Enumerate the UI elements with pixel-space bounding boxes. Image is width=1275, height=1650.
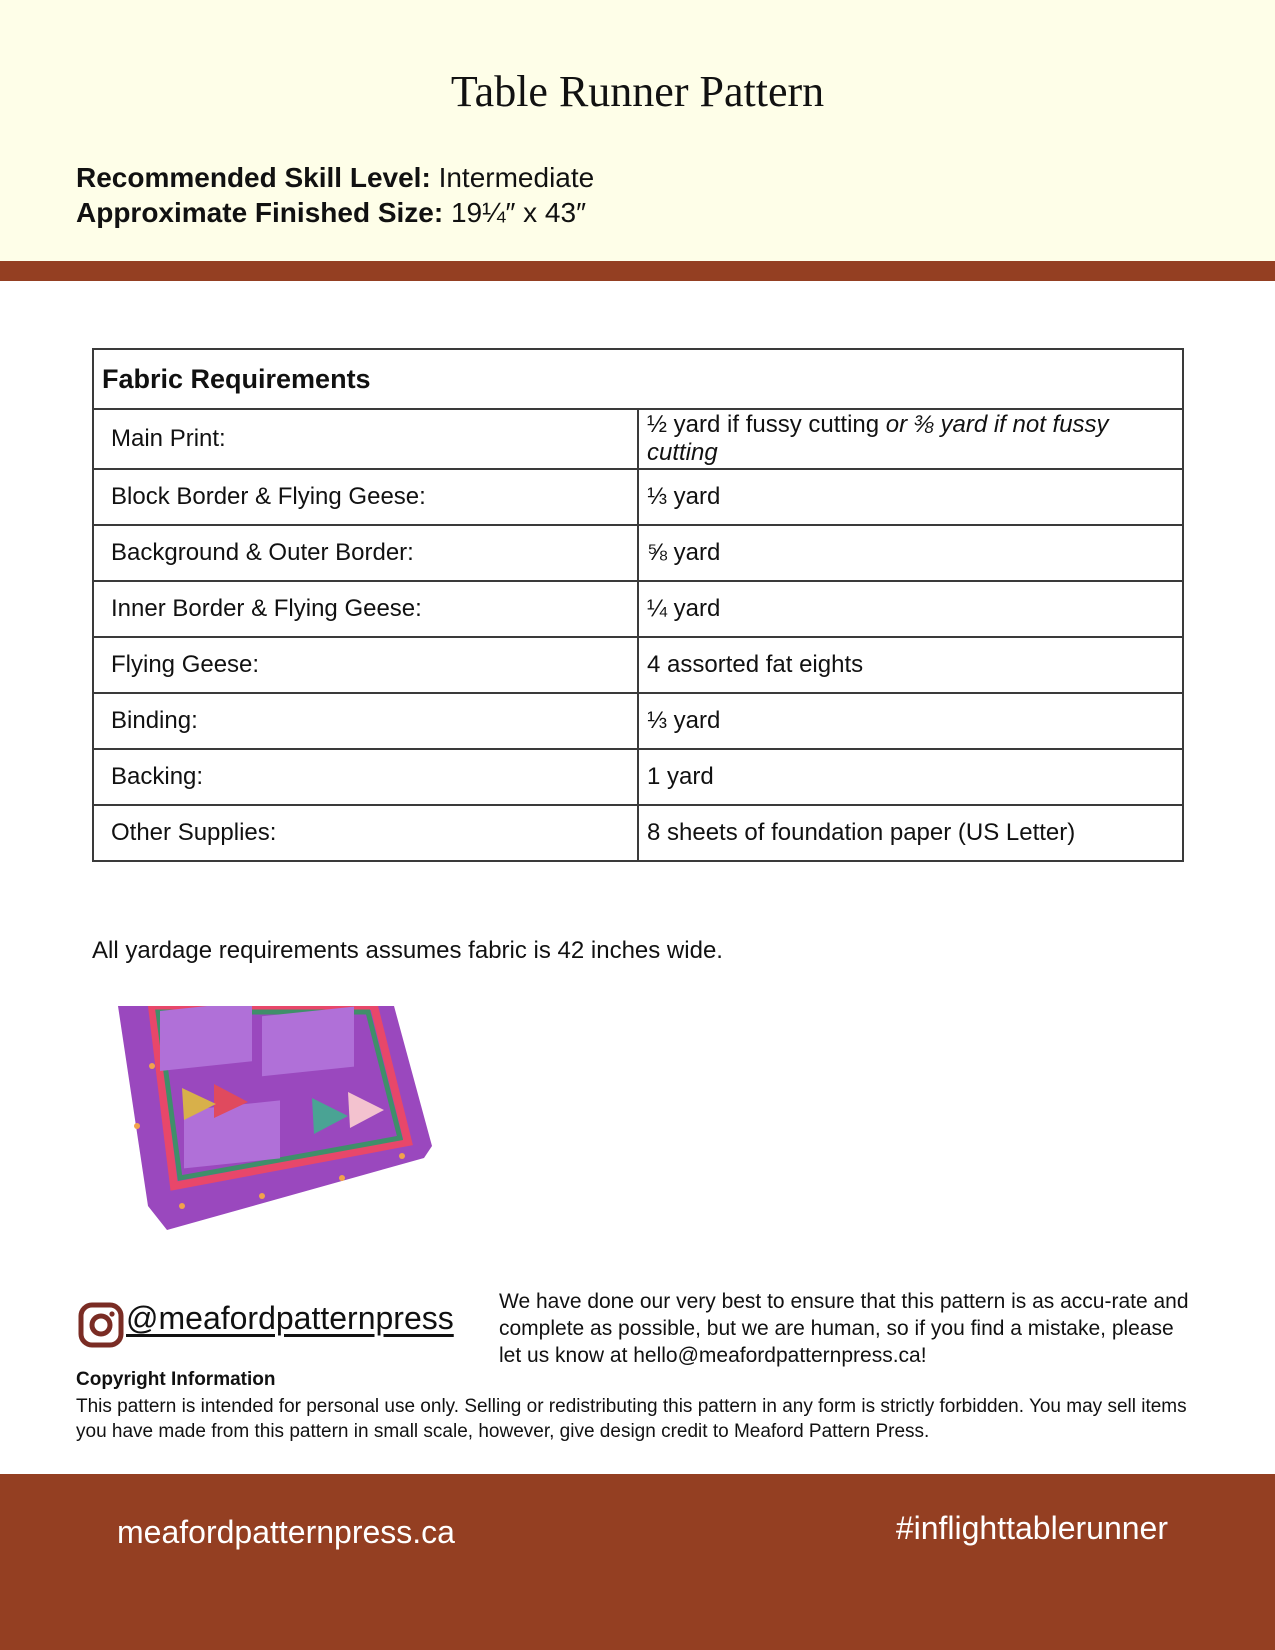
- table-runner-photo: [112, 1006, 447, 1243]
- instagram-handle-link[interactable]: @meafordpatternpress: [126, 1300, 454, 1336]
- row-value: ⅓ yard: [638, 469, 1183, 525]
- table-row: [93, 409, 1183, 469]
- disclaimer-text: We have done our very best to ensure that this pattern is as accu-rate and complete as possible, but we are human, so if you find a mistake, please let us know at hello@meafordpatternpress.ca!: [499, 1290, 1189, 1367]
- copyright-heading: Copyright Information: [76, 1369, 276, 1390]
- table-row: [93, 749, 1183, 805]
- row-value: 4 assorted fat eights: [638, 637, 1183, 693]
- table-row: [93, 693, 1183, 749]
- row-label: Main Print:: [93, 409, 638, 469]
- finished-size-label: Approximate Finished Size:: [76, 197, 444, 228]
- table-row: [93, 525, 1183, 581]
- row-value: 1 yard: [638, 749, 1183, 805]
- row-label: Flying Geese:: [93, 637, 638, 693]
- table-row: [93, 581, 1183, 637]
- table-caption-row: [93, 349, 1183, 409]
- row-value: ¼ yard: [638, 581, 1183, 637]
- row-value: ⅝ yard: [638, 525, 1183, 581]
- row-value: [638, 409, 1183, 469]
- table-row: [93, 805, 1183, 861]
- skill-level-value: Intermediate: [438, 162, 595, 193]
- yardage-note: All yardage requirements assumes fabric is 42 inches wide.: [92, 937, 723, 964]
- website-link[interactable]: meafordpatternpress.ca: [117, 1514, 455, 1550]
- row-label: Other Supplies:: [93, 805, 638, 861]
- footer-band: [0, 1474, 1275, 1650]
- row-value: ⅓ yard: [638, 693, 1183, 749]
- row-value: 8 sheets of foundation paper (US Letter): [638, 805, 1183, 861]
- copyright-text: This pattern is intended for personal use only. Selling or redistributing this pattern in any form is strictly forbidden. You may sell items you have made from this pattern in small scale, however, give design credit to Meaford Pattern Press.: [76, 1396, 1187, 1442]
- instagram-icon: [78, 1302, 124, 1348]
- table-caption: Fabric Requirements: [93, 349, 1183, 409]
- row-value-italic: or ⅜ yard if not fussy cutting: [647, 411, 1109, 466]
- header-rule: [0, 261, 1275, 281]
- finished-size-value: 19¼″ x 43″: [450, 197, 586, 228]
- hashtag: #inflighttablerunner: [895, 1510, 1168, 1546]
- table-row: [93, 469, 1183, 525]
- row-label: Backing:: [93, 749, 638, 805]
- skill-level-label: Recommended Skill Level:: [76, 162, 431, 193]
- row-value-main: ½ yard if fussy cutting: [647, 411, 886, 438]
- row-label: Background & Outer Border:: [93, 525, 638, 581]
- row-label: Binding:: [93, 693, 638, 749]
- skill-level: [76, 162, 594, 194]
- finished-size: [76, 197, 586, 229]
- row-label: Block Border & Flying Geese:: [93, 469, 638, 525]
- page-title: Table Runner Pattern: [450, 67, 825, 116]
- table-row: [93, 637, 1183, 693]
- fabric-requirements-table: [92, 348, 1184, 862]
- row-label: Inner Border & Flying Geese:: [93, 581, 638, 637]
